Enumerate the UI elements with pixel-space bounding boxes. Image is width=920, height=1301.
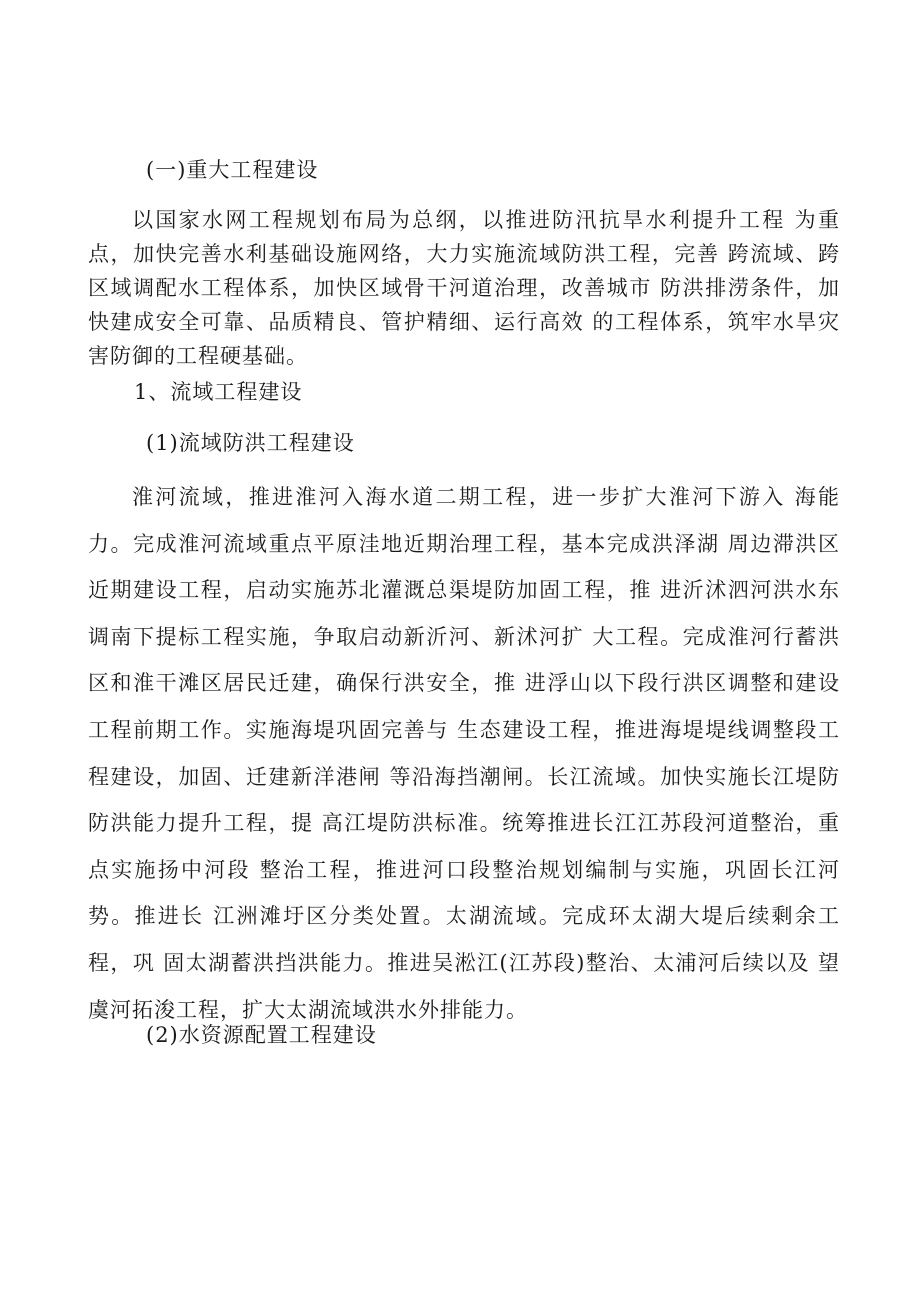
flood-control-paragraph: 淮河流域，推进淮河入海水道二期工程，进一步扩大淮河下游入 海能力。完成淮河流域重点平原洼地近期治理工程，基本完成洪泽湖 周边滞洪区近期建设工程，启动实施苏北灌溉总渠堤防加固工程，推 进沂沭泗河洪水东调南下提标工程实施，争取启动新沂河、新沭河扩 大工程。完成淮河行蓄洪区和淮干滩区居民迁建，确保行洪安全，推 进浮山以下段行洪区调整和建设工程前期工作。实施海堤巩固完善与 生态建设工程，推进海堤堤线调整段工程建设，加固、迁建新洋港闸 等沿海挡潮闸。长江流域。加快实施长江堤防防洪能力提升工程，提 高江堤防洪标准。统筹推进长江江苏段河道整治，重点实施扬中河段 整治工程，推进河口段整治规划编制与实施，巩固长江河势。推进长 江洲滩圩区分类处置。太湖流域。完成环太湖大堤后续剩余工程，巩 固太湖蓄洪挡洪能力。推进吴淞江(江苏段)整治、太浦河后续以及 望虞河拓浚工程，扩大太湖流域洪水外排能力。 xyxy=(88,485,840,1022)
intro-paragraph: 以国家水网工程规划布局为总纲，以推进防汛抗旱水利提升工程 为重点，加快完善水利基础设施网络，大力实施流域防洪工程，完善 跨流域、跨区域调配水工程体系，加快区域骨干河道治理，改善城市 防洪排涝条件，加快建成安全可靠、品质精良、管护精细、运行高效 的工程体系，筑牢水旱灾害防御的工程硬基础。 xyxy=(88,208,840,368)
subsection-heading-water-allocation: (2)水资源配置工程建设 xyxy=(146,1023,377,1047)
subsection-heading-basin-projects: 1、流域工程建设 xyxy=(134,380,303,404)
section-heading-major-projects: (一)重大工程建设 xyxy=(146,158,319,182)
subsection-heading-flood-control: (1)流域防洪工程建设 xyxy=(146,431,355,455)
